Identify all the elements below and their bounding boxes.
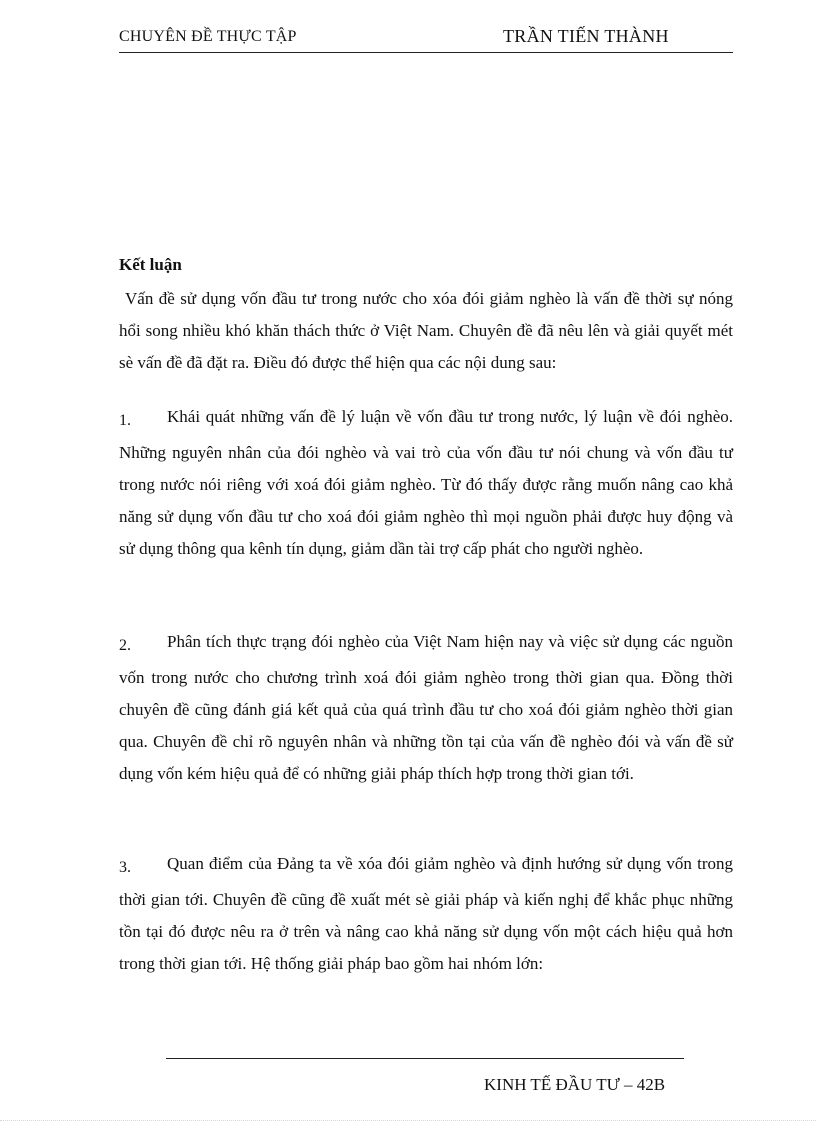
list-item-1	[119, 401, 733, 565]
header-left-title: CHUYÊN ĐỀ THỰC TẬP	[119, 28, 297, 45]
list-item-number: 1.	[119, 412, 131, 429]
intro-paragraph: Vấn đề sử dụng vốn đầu tư trong nước cho xóa đói giảm nghèo là vấn đề thời sự nóng hổi song nhiều khó khăn thách thức ở Việt Nam. Chuyên đề đã nêu lên và giải quyết mét sè vấn đề đã đặt ra. Điều đó được thể hiện qua các nội dung sau:	[119, 289, 733, 372]
list-item-3	[119, 848, 733, 980]
list-item-text: Quan điểm của Đảng ta về xóa đói giảm nghèo và định hướng sử dụng vốn trong thời gian tới. Chuyên đề cũng đề xuất mét sè giải pháp và kiến nghị để khắc phục những tồn tại đó được nêu ra ở trên và nâng cao khả năng sử dụng vốn một cách hiệu quả hơn trong thời gian tới. Hệ thống giải pháp bao gồm hai nhóm lớn:	[119, 854, 733, 973]
page-bottom-edge	[0, 1120, 816, 1121]
list-item-text: Khái quát những vấn đề lý luận về vốn đầu tư trong nước, lý luận về đói nghèo. Những nguyên nhân của đói nghèo và vai trò của vốn đầu tư nói chung và vốn đầu tư trong nước nói riêng với xoá đói giảm nghèo. Từ đó thấy được rằng muốn nâng cao khả năng sử dụng vốn đầu tư cho xoá đói giảm nghèo thì mọi nguồn phải được huy động và sử dụng thông qua kênh tín dụng, giảm dần tài trợ cấp phát cho người nghèo.	[119, 407, 733, 558]
list-item-number: 2.	[119, 637, 131, 654]
list-item-number: 3.	[119, 859, 131, 876]
header-author-name: TRẦN TIẾN THÀNH	[503, 26, 669, 46]
page-header	[119, 26, 733, 53]
section-heading: Kết luận	[119, 255, 182, 274]
page-footer: KINH TẾ ĐẦU TƯ – 42B	[484, 1075, 666, 1094]
footer-divider	[166, 1058, 684, 1059]
list-item-text: Phân tích thực trạng đói nghèo của Việt Nam hiện nay và việc sử dụng các nguồn vốn trong nước cho chương trình xoá đói giảm nghèo trong thời gian qua. Đồng thời chuyên đề cũng đánh giá kết quả của quá trình đầu tư cho xoá đói giảm nghèo thời gian qua. Chuyên đề chỉ rõ nguyên nhân và những tồn tại của vấn đề nghèo đói và vấn đề sử dụng vốn kém hiệu quả để có những giải pháp thích hợp trong thời gian tới.	[119, 632, 733, 783]
list-item-2	[119, 626, 733, 790]
